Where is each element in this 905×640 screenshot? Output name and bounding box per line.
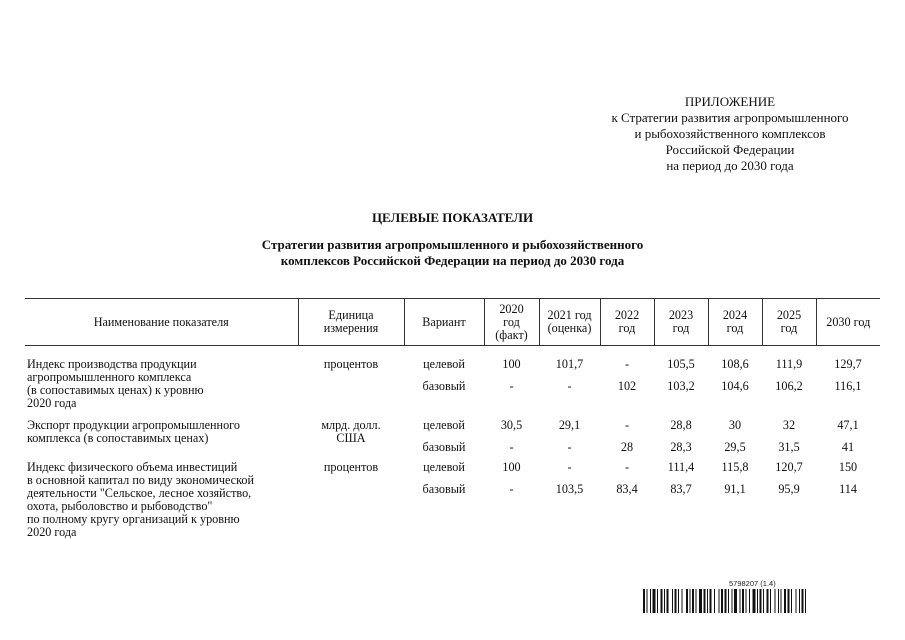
appendix-line: Российской Федерации [665,142,795,157]
barcode-bar [647,589,648,613]
indicator-unit: млрд. долл. США [321,418,381,445]
document-title: ЦЕЛЕВЫЕ ПОКАЗАТЕЛИ [371,210,534,225]
barcode-bar [692,589,694,613]
barcode-bar [788,589,790,613]
value-cell: - [509,379,514,393]
subtitle-line: комплексов Российской Федерации на период до 2030 года [280,253,625,268]
appendix-line: ПРИЛОЖЕНИЕ [684,94,776,109]
value-cell: 91,1 [724,482,746,496]
barcode-bar [678,589,679,613]
appendix-line: на период до 2030 года [666,158,794,173]
indicator-unit: процентов [323,460,379,474]
barcode-bar [732,589,733,613]
barcode-bar [781,589,782,613]
value-cell: 114 [839,482,857,496]
header-2024: 2024 год [708,299,762,346]
barcode-bar [770,589,771,613]
barcode-bar [725,589,727,613]
barcode-bar [805,589,806,613]
value-cell: - [624,357,630,371]
barcode-bar [719,589,720,613]
barcode-bar [753,589,756,613]
barcode-bar [740,589,741,613]
value-cell: 105,5 [667,357,695,371]
barcode-bar [643,589,645,613]
value-cell: - [567,460,572,474]
value-cell: 104,6 [721,379,749,393]
header-2022: 2022 год [600,299,654,346]
barcode-bar [763,589,764,613]
value-cell: 129,7 [834,357,862,371]
indicators-table [25,298,880,550]
barcode-bar [664,589,665,613]
variant-cell: целевой [423,418,465,432]
value-cell: - [624,460,630,474]
indicator-name: Экспорт продукции агропромышленного комплекса (в сопоставимых ценах) [27,418,240,445]
header-unit: Единица измерения [298,299,404,346]
value-cell: - [509,440,514,454]
barcode-bar [699,589,702,613]
value-cell: 108,6 [721,357,749,371]
header-2023: 2023 год [654,299,708,346]
barcode-bar [653,589,656,613]
value-cell: 83,7 [670,482,692,496]
barcode-bar [775,589,776,613]
appendix-line: и рыбохозяйственного комплексов [634,126,826,141]
barcode-bar [802,589,804,613]
header-variant: Вариант [404,299,484,346]
barcode-bar [791,589,792,613]
value-cell: 28,8 [670,418,692,432]
value-cell: 111,9 [775,357,803,371]
indicator-name: Индекс физического объема инвестиций в основной капитал по виду экономической деятельности "Сельское, лесное хозяйство, охота, рыболовство и рыбоводство" по полному кругу организаций к уровню 2020 года [27,460,255,539]
value-cell: 29,5 [724,440,746,454]
value-cell: 106,2 [775,379,803,393]
barcode-bar [661,589,663,613]
barcode-number: 5798207 (1.4) [729,579,776,588]
value-cell: 120,7 [775,460,803,474]
value-cell: 103,5 [555,482,584,496]
barcode-bar [757,589,758,613]
barcode-bar [796,589,797,613]
value-cell: 28 [620,440,634,454]
value-cell: 28,3 [670,440,692,454]
barcode-bar [710,589,712,613]
value-cell: 102 [617,379,637,393]
value-cell: 95,9 [778,482,800,496]
value-cell: 116,1 [834,379,862,393]
value-cell: 30 [728,418,742,432]
barcode-bar [704,589,706,613]
barcode-bar [682,589,683,613]
value-cell: - [567,379,572,393]
value-cell: 32 [782,418,796,432]
value-cell: 30,5 [500,418,523,432]
barcode-bar [778,589,779,613]
barcode-bar [746,589,747,613]
barcode-bar [672,589,673,613]
indicator-unit: процентов [323,357,379,371]
value-cell: - [567,440,572,454]
barcode-bar [686,589,688,613]
value-cell: 47,1 [837,418,859,432]
barcode-bar [734,589,737,613]
header-2025: 2025 год [762,299,816,346]
value-cell: 150 [838,460,858,474]
barcode-bar [667,589,669,613]
barcode-bar [721,589,723,613]
value-cell: - [509,482,514,496]
variant-cell: целевой [423,357,465,371]
value-cell: 115,8 [721,460,749,474]
value-cell: - [624,418,630,432]
barcode-bar [707,589,708,613]
variant-cell: базовый [422,440,466,454]
barcode-bar [742,589,744,613]
barcode-bar [767,589,769,613]
header-2020: 2020 год (факт) [484,299,539,346]
variant-cell: базовый [422,482,466,496]
barcode-bar [784,589,786,613]
value-cell: 101,7 [555,357,584,371]
value-cell: 83,4 [616,482,638,496]
variant-cell: целевой [423,460,465,474]
value-cell: 41 [841,440,855,454]
header-2030: 2030 год [816,299,880,346]
barcode-bar [690,589,691,613]
table-row [25,419,880,440]
value-cell: 31,5 [778,440,800,454]
value-cell: 111,4 [667,460,695,474]
value-cell: 100 [502,357,521,371]
barcode-bar [728,589,729,613]
barcode-bar [799,589,800,613]
value-cell: 100 [502,460,521,474]
barcode-bar [650,589,651,613]
table-row [25,461,880,482]
document-subtitle [0,237,905,269]
barcode-bar [749,589,750,613]
barcode-bar [714,589,715,613]
subtitle-line: Стратегии развития агропромышленного и рыбохозяйственного [261,237,644,252]
appendix-block [560,94,900,174]
barcode-bar [696,589,697,613]
variant-cell: базовый [422,379,466,393]
appendix-line: к Стратегии развития агропромышленного [611,110,849,125]
table-row [25,358,880,379]
barcode-icon [643,589,883,613]
barcode-bar [657,589,658,613]
value-cell: 103,2 [667,379,695,393]
barcode-bar [760,589,762,613]
value-cell: 29,1 [558,418,581,432]
indicator-name: Индекс производства продукции агропромышленного комплекса (в сопоставимых ценах) к уровню 2020 года [27,357,204,410]
barcode-bar [675,589,677,613]
header-2021: 2021 год (оценка) [539,299,600,346]
header-row [25,299,880,346]
header-name: Наименование показателя [25,299,298,346]
